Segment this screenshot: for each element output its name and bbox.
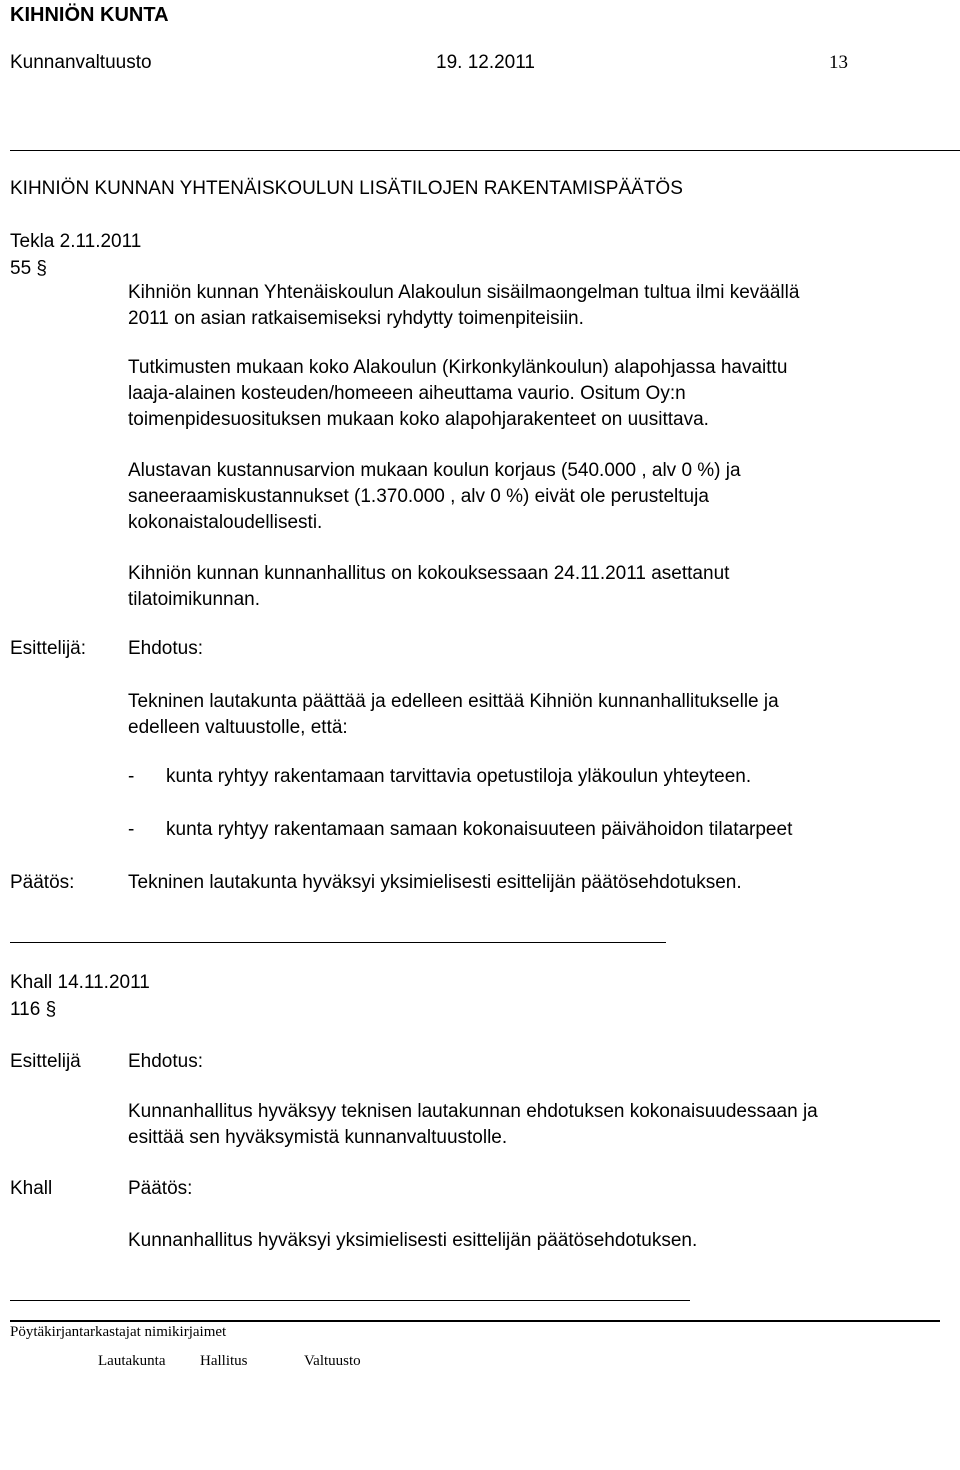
footer-divider bbox=[10, 1320, 940, 1322]
tekla-proposal-text: Tekninen lautakunta päättää ja edelleen esittää Kihniön kunnanhallitukselle ja edelleen valtuustolle, että: bbox=[128, 691, 779, 738]
khall-proposal-label: Ehdotus: bbox=[128, 1051, 203, 1072]
municipality-name: KIHNIÖN KUNTA bbox=[10, 4, 169, 26]
tekla-reference: Tekla 2.11.2011 bbox=[10, 231, 142, 252]
tekla-decision-label: Päätös: bbox=[10, 872, 75, 893]
page-number: 13 bbox=[829, 52, 848, 73]
footer-column-valtuusto: Valtuusto bbox=[304, 1353, 361, 1369]
tekla-paragraph-1: Kihniön kunnan Yhtenäiskoulun Alakoulun sisäilmaongelman tultua ilmi keväällä 2011 on asian ratkaisemiseksi ryhdytty toimenpiteisiin. bbox=[128, 282, 800, 329]
header-divider bbox=[10, 150, 960, 151]
khall-decision-text: Kunnanhallitus hyväksyi yksimielisesti esittelijän päätösehdotuksen. bbox=[128, 1230, 698, 1251]
section-title: KIHNIÖN KUNNAN YHTENÄISKOULUN LISÄTILOJEN RAKENTAMISPÄÄTÖS bbox=[10, 178, 683, 199]
khall-paragraph-number: 116 § bbox=[10, 999, 57, 1020]
khall-proposal-text: Kunnanhallitus hyväksyy teknisen lautakunnan ehdotuksen kokonaisuudessaan ja esittää sen hyväksymistä kunnanvaltuustolle. bbox=[128, 1101, 818, 1148]
khall-reference: Khall 14.11.2011 bbox=[10, 972, 150, 993]
khall-presenter-label: Esittelijä bbox=[10, 1051, 81, 1072]
section-divider bbox=[10, 1300, 690, 1301]
tekla-presenter-label: Esittelijä: bbox=[10, 638, 87, 659]
tekla-paragraph-number: 55 § bbox=[10, 258, 47, 279]
khall-decider-label: Khall bbox=[10, 1178, 53, 1199]
tekla-proposal-label: Ehdotus: bbox=[128, 638, 203, 659]
tekla-paragraph-4: Kihniön kunnan kunnanhallitus on kokouksessaan 24.11.2011 asettanut tilatoimikunnan. bbox=[128, 563, 730, 610]
signatures-title: Pöytäkirjantarkastajat nimikirjaimet bbox=[10, 1324, 227, 1340]
bullet-marker: - bbox=[128, 766, 135, 787]
section-divider bbox=[10, 942, 666, 943]
proposal-bullet-1: kunta ryhtyy rakentamaan tarvittavia opetustiloja yläkoulun yhteyteen. bbox=[166, 766, 752, 787]
tekla-decision-text: Tekninen lautakunta hyväksyi yksimielisesti esittelijän päätösehdotuksen. bbox=[128, 872, 742, 893]
meeting-body: Kunnanvaltuusto bbox=[10, 52, 152, 73]
footer-column-lautakunta: Lautakunta bbox=[98, 1353, 166, 1369]
footer-column-hallitus: Hallitus bbox=[200, 1353, 248, 1369]
bullet-marker: - bbox=[128, 819, 135, 840]
tekla-paragraph-3: Alustavan kustannusarvion mukaan koulun korjaus (540.000 , alv 0 %) ja saneeraamiskustannukset (1.370.000 , alv 0 %) eivät ole perusteltuja kokonaistaloudellisesti. bbox=[128, 460, 741, 533]
khall-decision-label: Päätös: bbox=[128, 1178, 193, 1199]
tekla-paragraph-2: Tutkimusten mukaan koko Alakoulun (Kirkonkylänkoulun) alapohjassa havaittu laaja-alainen kosteuden/homeeen aiheuttama vaurio. Ositum Oy:n toimenpidesuosituksen mukaan koko alapohjarakenteet on uusittava. bbox=[128, 357, 788, 430]
meeting-date: 19. 12.2011 bbox=[436, 52, 535, 73]
proposal-bullet-2: kunta ryhtyy rakentamaan samaan kokonaisuuteen päivähoidon tilatarpeet bbox=[166, 819, 793, 840]
